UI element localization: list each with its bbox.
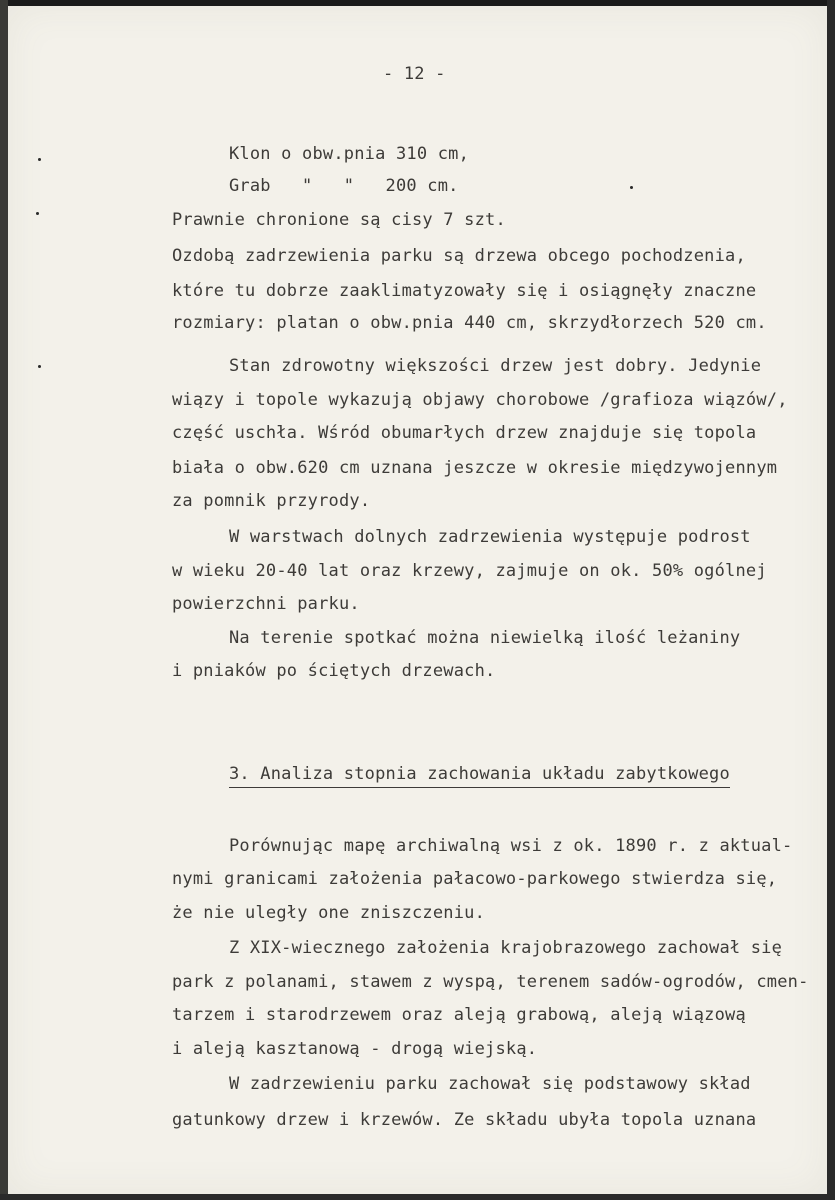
text-line: Porównując mapę archiwalną wsi z ok. 1890 r. z aktual- [229, 836, 793, 856]
text-line: Grab " " 200 cm. [229, 176, 459, 196]
text-line: Na terenie spotkać można niewielką ilość leżaniny [229, 628, 741, 648]
text-line: biała o obw.620 cm uznana jeszcze w okresie międzywojennym [172, 458, 778, 478]
scan-speck [36, 212, 39, 215]
text-line: które tu dobrze zaaklimatyzowały się i osiągnęły znaczne [172, 281, 757, 301]
text-line: i aleją kasztanową - drogą wiejską. [172, 1039, 538, 1059]
text-line: Klon o obw.pnia 310 cm, [229, 144, 470, 164]
scan-speck [38, 365, 41, 368]
scan-speck [38, 158, 41, 161]
section-heading: 3. Analiza stopnia zachowania układu zabytkowego [229, 764, 730, 788]
text-line: W warstwach dolnych zadrzewienia występuje podrost [229, 527, 751, 547]
text-line: część uschła. Wśród obumarłych drzew znajduje się topola [172, 423, 757, 443]
text-line: wiązy i topole wykazują objawy chorobowe /grafioza wiązów/, [172, 390, 788, 410]
text-line: Z XIX-wiecznego założenia krajobrazowego zachował się [229, 938, 783, 958]
text-line: W zadrzewieniu parku zachował się podstawowy skład [229, 1074, 751, 1094]
page-number: - 12 - [383, 64, 446, 84]
text-line: za pomnik przyrody. [172, 491, 371, 511]
text-line: w wieku 20-40 lat oraz krzewy, zajmuje on ok. 50% ogólnej [172, 561, 767, 581]
scan-speck [630, 186, 633, 189]
text-line: nymi granicami założenia pałacowo-parkowego stwierdza się, [172, 869, 778, 889]
scan-border-right [827, 0, 835, 1200]
scan-border-left [0, 0, 8, 1200]
text-line: tarzem i starodrzewem oraz aleją grabową, aleją wiązową [172, 1005, 746, 1025]
text-line: Stan zdrowotny większości drzew jest dobry. Jedynie [229, 356, 762, 376]
text-line: że nie uległy one zniszczeniu. [172, 903, 486, 923]
text-line: gatunkowy drzew i krzewów. Ze składu ubyła topola uznana [172, 1110, 757, 1130]
text-line: Ozdobą zadrzewienia parku są drzewa obcego pochodzenia, [172, 246, 746, 266]
text-line: Prawnie chronione są cisy 7 szt. [172, 210, 506, 230]
text-line: i pniaków po ściętych drzewach. [172, 661, 496, 681]
text-line: park z polanami, stawem z wyspą, terenem sadów-ogrodów, cmen- [172, 972, 809, 992]
text-line: powierzchni parku. [172, 594, 360, 614]
scan-border-bottom [0, 1194, 835, 1200]
text-line: rozmiary: platan o obw.pnia 440 cm, skrzydłorzech 520 cm. [172, 313, 767, 333]
